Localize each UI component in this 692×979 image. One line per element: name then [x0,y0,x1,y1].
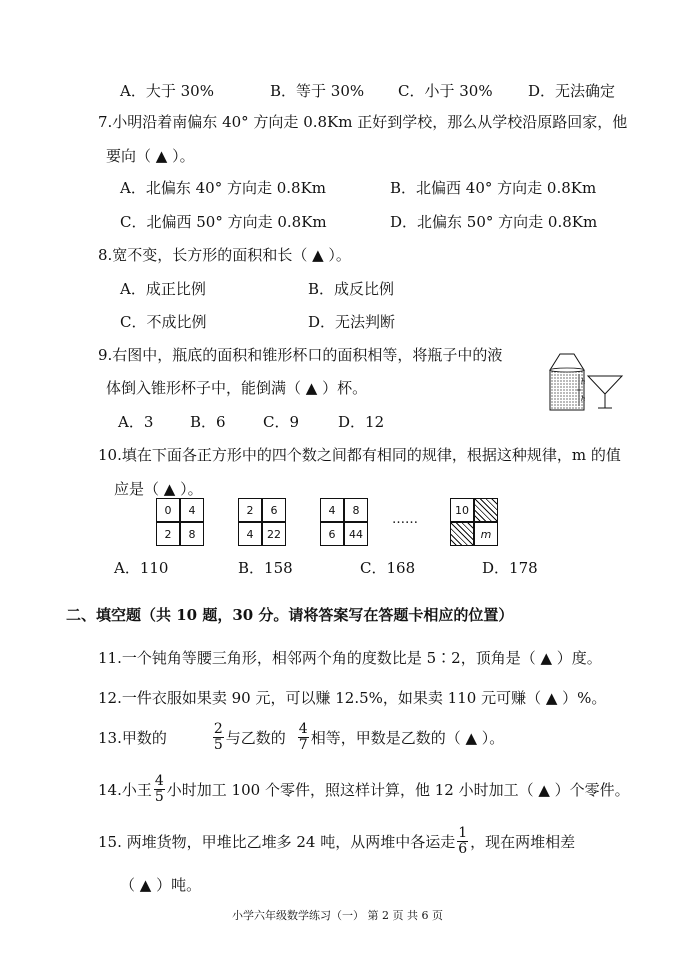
q8-option-d: D．无法判断 [308,313,396,331]
q13-text [98,722,504,752]
grid1-cell: 8 [180,522,204,546]
q12-text: 12.一件衣服如果卖 90 元，可以赚 12.5%，如果卖 110 元可赚（ ▲ ）%。 [98,689,607,707]
q10-stem-line2: 应是（ ▲ ）。 [114,480,203,498]
q7-option-c: C．北偏西 50° 方向走 0.8Km [120,213,327,231]
q9-stem-line1: 9.右图中，瓶底的面积和锥形杯口的面积相等，将瓶子中的液 [98,346,503,364]
q10-stem-line1: 10.填在下面各正方形中的四个数之间都有相同的规律，根据这种规律，m 的值 [98,446,621,464]
grid2-cell: 22 [262,522,286,546]
number-grid-2 [238,498,286,546]
grid3-cell: 8 [344,498,368,522]
grid1-cell: 2 [156,522,180,546]
figure-label-h1: h [581,378,586,386]
q13-suffix: 相等，甲数是乙数的（ ▲ ）。 [310,728,505,747]
q10-option-a: A．110 [114,559,169,577]
q14-fraction: $\frac{4}{5}$ [154,773,164,805]
q13-mid: 与乙数的 [225,728,286,747]
q8-option-a: A．成正比例 [120,280,206,298]
q15-fraction: $\frac{1}{6}$ [458,825,468,857]
number-grid-1 [156,498,204,546]
q8-option-c: C．不成比例 [120,313,207,331]
q15-prefix: 15. 两堆货物，甲堆比乙堆多 24 吨，从两堆中各运走 [98,832,456,851]
q7-option-b: B．北偏西 40° 方向走 0.8Km [390,179,597,197]
q14-text [98,774,630,804]
grid3-cell: 44 [344,522,368,546]
q6-option-d: D．无法确定 [528,82,616,100]
q13-fraction-1: $\frac{2}{5}$ [213,721,223,753]
grid3-cell: 4 [320,498,344,522]
figure-label-h2: h [581,395,586,403]
number-grid-3 [320,498,368,546]
grid2-cell: 4 [238,522,262,546]
q10-option-b: B．158 [238,559,293,577]
grid1-cell: 0 [156,498,180,522]
q13-prefix: 13.甲数的 [98,728,167,747]
page-footer: 小学六年级数学练习（一） 第 2 页 共 6 页 [232,909,443,922]
grid2-cell: 2 [238,498,262,522]
q13-fraction-2: $\frac{4}{7}$ [298,721,308,753]
q15-line2: （ ▲ ）吨。 [120,876,202,894]
grid4-cell-m: m [474,522,498,546]
q6-option-c: C．小于 30% [398,82,493,100]
grid4-cell: 10 [450,498,474,522]
grid3-cell: 6 [320,522,344,546]
q15-suffix: ，现在两堆相差 [470,832,576,851]
q14-suffix: 小时加工 100 个零件，照这样计算，他 12 小时加工（ ▲ ）个零件。 [166,780,630,799]
q9-option-c: C．9 [263,413,300,431]
q9-option-b: B．6 [190,413,226,431]
number-grid-4 [450,498,498,546]
q11-text: 11.一个钝角等腰三角形，相邻两个角的度数比是 5∶2，顶角是（ ▲ ）度。 [98,649,602,667]
q9-stem-line2: 体倒入锥形杯子中，能倒满（ ▲ ）杯。 [106,379,368,397]
grid2-cell: 6 [262,498,286,522]
q14-prefix: 14.小王 [98,780,152,799]
bottle-and-cup-figure [548,350,626,414]
grid1-cell: 4 [180,498,204,522]
q9-option-a: A．3 [118,413,154,431]
grid4-hatched-cell [450,522,474,546]
q10-option-c: C．168 [360,559,416,577]
q7-option-a: A．北偏东 40° 方向走 0.8Km [120,179,327,197]
q9-option-d: D．12 [338,413,385,431]
grid-ellipsis: …… [392,512,418,527]
q8-stem: 8.宽不变，长方形的面积和长（ ▲ ）。 [98,246,351,264]
section2-heading: 二、填空题（共 10 题，30 分。请将答案写在答题卡相应的位置） [66,606,514,624]
grid4-hatched-cell [474,498,498,522]
q15-text [98,826,575,856]
q6-option-a: A．大于 30% [120,82,214,100]
q7-stem-line1: 7.小明沿着南偏东 40° 方向走 0.8Km 正好到学校，那么从学校沿原路回家，他 [98,113,628,131]
q8-option-b: B．成反比例 [308,280,395,298]
q6-option-b: B．等于 30% [270,82,365,100]
q10-option-d: D．178 [482,559,538,577]
q7-stem-line2: 要向（ ▲ ）。 [106,147,195,165]
q7-option-d: D．北偏东 50° 方向走 0.8Km [390,213,598,231]
